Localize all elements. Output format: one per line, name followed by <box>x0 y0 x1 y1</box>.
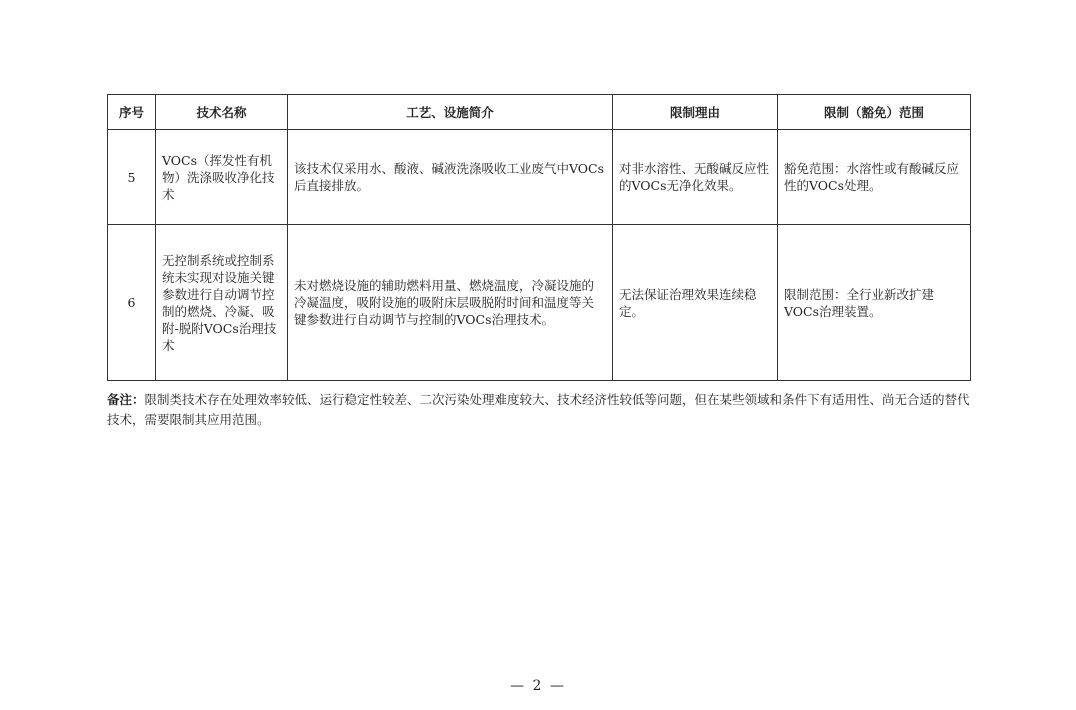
row-process-description: 未对燃烧设施的辅助燃料用量、燃烧温度，冷凝设施的冷凝温度，吸附设施的吸附床层吸脱附时间和温度等关键参数进行自动调节与控制的VOCs治理技术。 <box>288 225 613 381</box>
table-row <box>108 130 971 225</box>
remarks-text: 限制类技术存在处理效率较低、运行稳定性较差、二次污染处理难度较大、技术经济性较低等问题，但在某些领域和条件下有适用性、尚无合适的替代技术，需要限制其应用范围。 <box>107 392 970 427</box>
page-number: — 2 — <box>510 678 566 694</box>
row-restriction-reason: 对非水溶性、无酸碱反应性的VOCs无净化效果。 <box>613 130 778 225</box>
row-technology-name: 无控制系统或控制系统未实现对设施关键参数进行自动调节控制的燃烧、冷凝、吸附-脱附VOCs治理技术 <box>156 225 288 381</box>
technology-table <box>107 94 971 381</box>
header-restriction-reason: 限制理由 <box>613 95 778 130</box>
row-serial-number: 5 <box>108 130 156 225</box>
row-restriction-scope: 豁免范围：水溶性或有酸碱反应性的VOCs处理。 <box>778 130 971 225</box>
row-restriction-reason: 无法保证治理效果连续稳定。 <box>613 225 778 381</box>
remarks-label: 备注： <box>107 392 145 407</box>
row-restriction-scope: 限制范围：全行业新改扩建VOCs治理装置。 <box>778 225 971 381</box>
header-restriction-scope: 限制（豁免）范围 <box>778 95 971 130</box>
header-technology-name: 技术名称 <box>156 95 288 130</box>
row-process-description: 该技术仅采用水、酸液、碱液洗涤吸收工业废气中VOCs后直接排放。 <box>288 130 613 225</box>
row-serial-number: 6 <box>108 225 156 381</box>
table-header-row <box>108 95 971 130</box>
header-process-description: 工艺、设施简介 <box>288 95 613 130</box>
table-row <box>108 225 971 381</box>
remarks-note <box>107 390 973 430</box>
header-serial-number: 序号 <box>108 95 156 130</box>
row-technology-name: VOCs（挥发性有机物）洗涤吸收净化技术 <box>156 130 288 225</box>
